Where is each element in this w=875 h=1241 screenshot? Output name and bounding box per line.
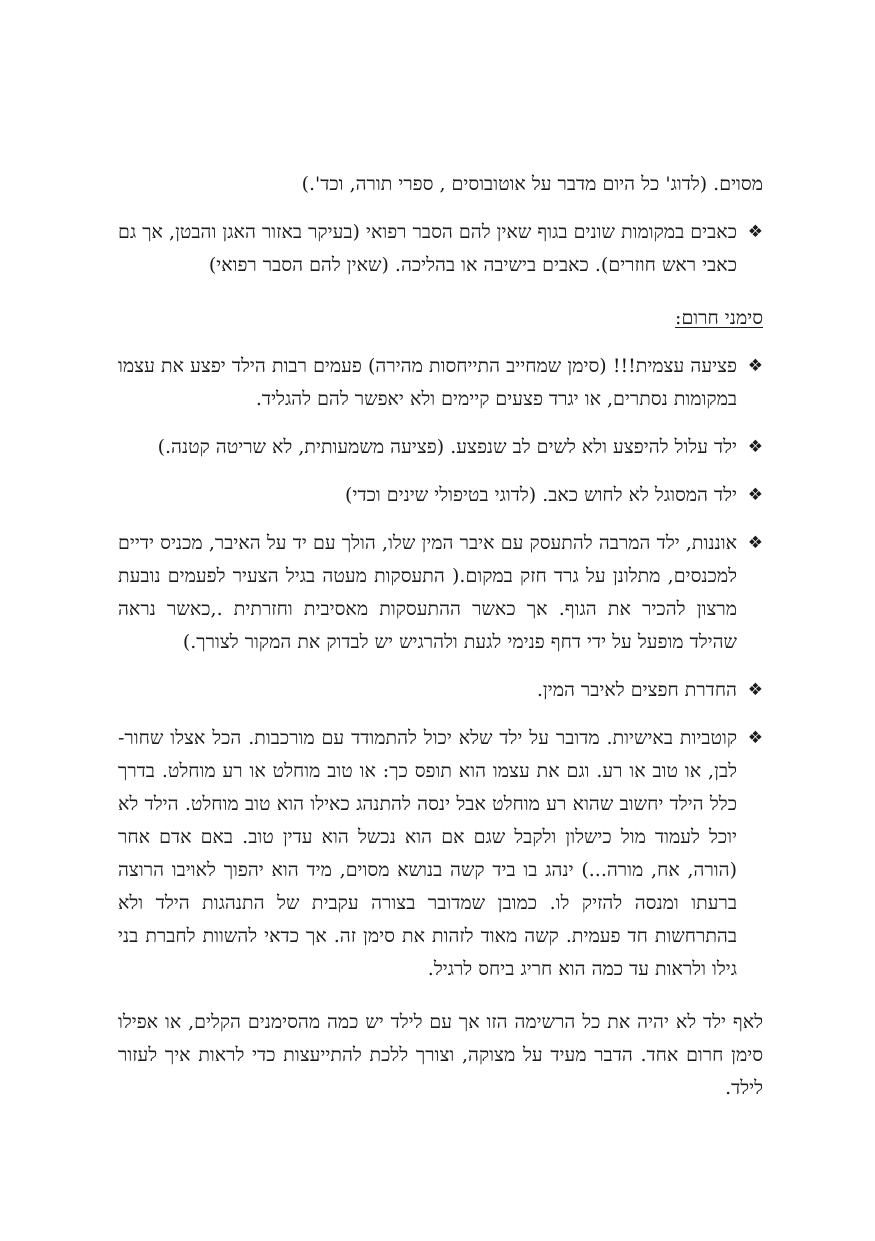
bullet-text: החדרת חפצים לאיבר המין. bbox=[536, 679, 737, 701]
bullet-text: כאבים במקומות שונים בגוף שאין להם הסבר רפואי (בעיקר באזור האגן והבטן, אך גם כאבי ראש חוזרים). כאבים בישיבה או בהליכה. (שאין להם הסבר רפואי) bbox=[118, 221, 737, 276]
intro-continuation: מסוים. (לדוג' כל היום מדבר על אוטובוסים , ספרי תורה, וכד'.) bbox=[301, 173, 763, 195]
four-diamond-bullet-icon: ❖ bbox=[747, 680, 763, 700]
section-heading: סימני חרום: bbox=[675, 307, 763, 329]
bullet-text: פציעה עצמית!!! (סימן שמחייב התייחסות מהירה) פעמים רבות הילד יפצע את עצמו במקומות נסתרים, או יגרד פצעים קיימים ולא יאפשר להם להגליד. bbox=[118, 355, 737, 410]
list-item bbox=[118, 431, 763, 464]
bullet-text: אוננות, ילד המרבה להתעסק עם איבר המין שלו, הולך עם יד על האיבר, מכניס ידיים למכנסים, מתלונן על גרד חזק במקום.( התעסקות מעטה בגיל הצעיר לפעמים נובעת מרצון להכיר את הגוף. אך כאשר ההתעסקות מאסיבית וחזרתית .,כאשר נראה שהילד מופעל על ידי דחף פנימי לגעת ולהרגיש יש לבדוק את המקור לצורך.) bbox=[118, 532, 737, 653]
bullet-text: קוטביות באישיות. מדובר על ילד שלא יכול להתמודד עם מורכבות. הכל אצלו שחור- לבן, או טוב או רע. וגם את עצמו הוא תופס כך: או טוב מוחלט או רע מוחלט. בדרך כלל הילד יחשוב שהוא רע מוחלט אבל ינסה להתנהג כאילו הוא טוב מוחלט. הילד לא יוכל לעמוד מול כישלון ולקבל שגם אם הוא נכשל הוא עדין טוב. באם אדם אחר (הורה, אח, מורה...) ינהג בו ביד קשה בנושא מסוים, מיד הוא יהפוך לאויבו הרוצה ברעתו ומנסה להזיק לו. כמובן שמדובר בצורה עקבית של התנהגות הילד ולא בהתרחשות חד פעמית. קשה מאוד לזהות את סימן זה. אך כדאי להשוות לחברת בני גילו ולראות עד כמה הוא חריג ביחס לרגיל. bbox=[118, 727, 737, 980]
list-item bbox=[118, 216, 763, 282]
four-diamond-bullet-icon: ❖ bbox=[747, 356, 763, 376]
four-diamond-bullet-icon: ❖ bbox=[747, 728, 763, 748]
closing-paragraph: לאף ילד לא יהיה את כל הרשימה הזו אך עם לילד יש כמה מהסימנים הקלים, או אפילו סימן חרום אחד. הדבר מעיד על מצוקה, וצורך ללכת להתייעצות כדי לראות איך לעזור לילד. bbox=[118, 1011, 763, 1099]
four-diamond-bullet-icon: ❖ bbox=[747, 437, 763, 457]
list-item bbox=[118, 479, 763, 512]
document-page bbox=[118, 168, 763, 1105]
list-item bbox=[118, 527, 763, 659]
bullet-text: ילד המסוגל לא לחוש כאב. (לדוגי בטיפולי שינים וכדי) bbox=[345, 484, 737, 506]
four-diamond-bullet-icon: ❖ bbox=[747, 222, 763, 242]
list-item bbox=[118, 350, 763, 416]
four-diamond-bullet-icon: ❖ bbox=[747, 533, 763, 553]
list-item bbox=[118, 722, 763, 986]
four-diamond-bullet-icon: ❖ bbox=[747, 485, 763, 505]
bullet-text: ילד עלול להיפצע ולא לשים לב שנפצע. (פציעה משמעותית, לא שריטה קטנה.) bbox=[157, 436, 737, 458]
list-item bbox=[118, 674, 763, 707]
